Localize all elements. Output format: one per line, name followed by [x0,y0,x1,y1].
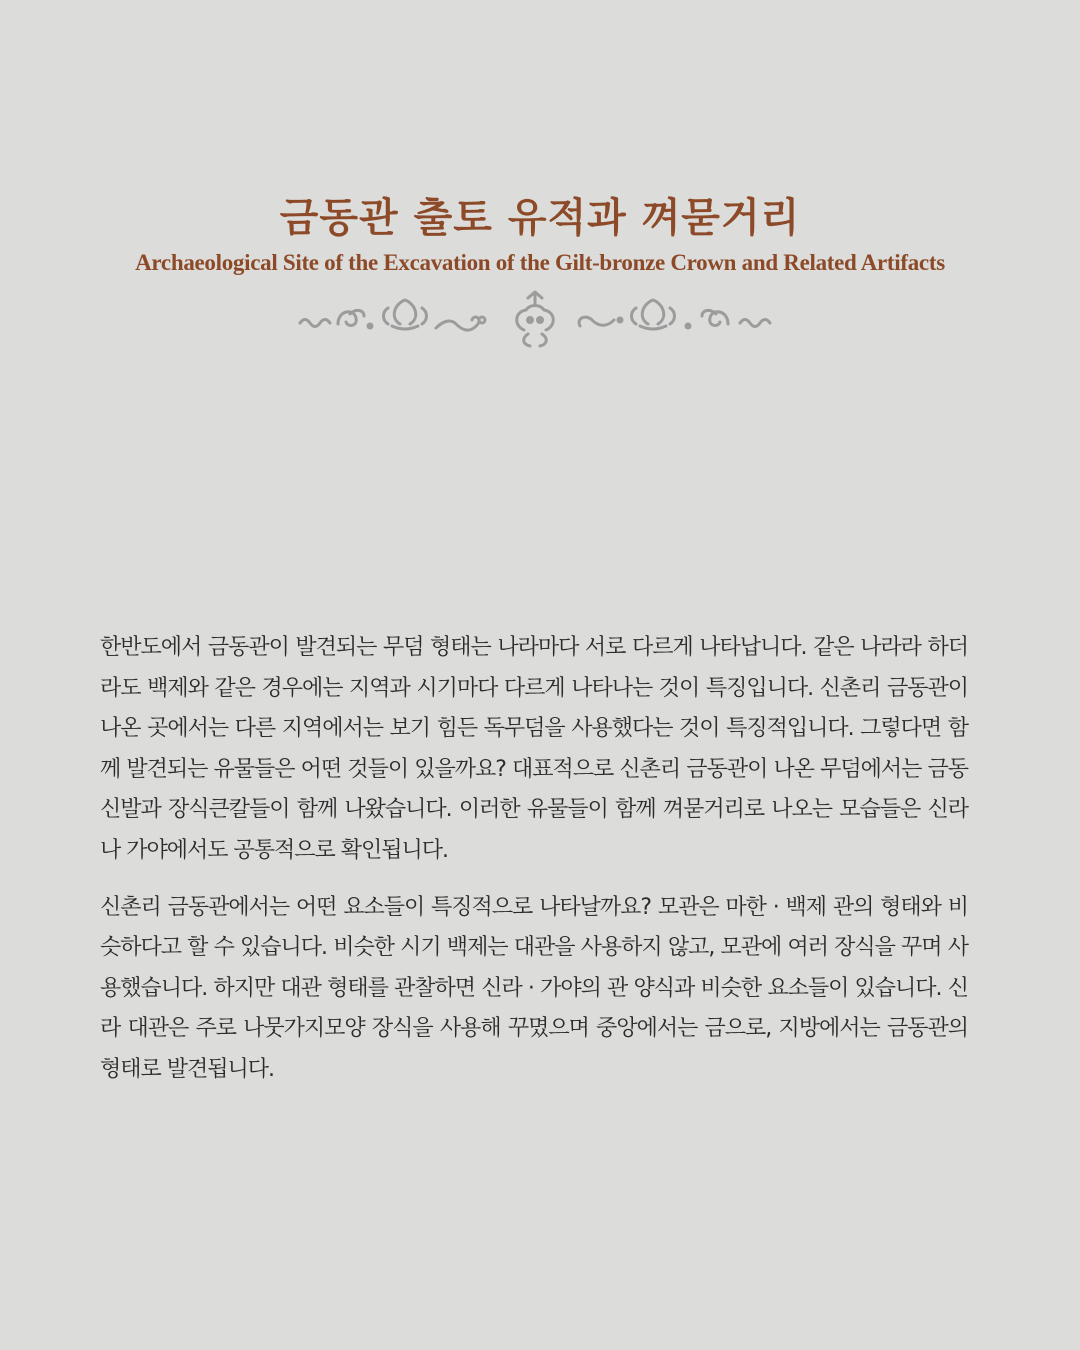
paragraph: 신촌리 금동관에서는 어떤 요소들이 특징적으로 나타날까요? 모관은 마한 · 백제 관의 형태와 비슷하다고 할 수 있습니다. 비슷한 시기 백제는 대관을 사용하지 않고, 모관에 여러 장식을 꾸며 사용했습니다. 하지만 대관 형태를 관찰하면 신라 · 가야의 관 양식과 비슷한 요소들이 있습니다. 신라 대관은 주로 나뭇가지모양 장식을 사용해 꾸몄으며 중앙에서는 금으로, 지방에서는 금동관의 형태로 발견됩니다. [100,894,968,1082]
page-header [0,190,1080,278]
floral-scroll-ornament-icon [290,290,790,350]
page-title: 금동관 출토 유적과 껴묻거리 [279,194,801,241]
paragraph: 한반도에서 금동관이 발견되는 무덤 형태는 나라마다 서로 다르게 나타납니다. 같은 나라라 하더라도 백제와 같은 경우에는 지역과 시기마다 다르게 나타나는 것이 특징입니다. 신촌리 금동관이 나온 곳에서는 다른 지역에서는 보기 힘든 독무덤을 사용했다는 것이 특징적입니다. 그렇다면 함께 발견되는 유물들은 어떤 것들이 있을까요? 대표적으로 신촌리 금동관이 나온 무덤에서는 금동신발과 장식큰칼들이 함께 나왔습니다. 이러한 유물들이 함께 껴묻거리로 나오는 모습들은 신라나 가야에서도 공통적으로 확인됩니다. [100,635,968,863]
page-subtitle: Archaeological Site of the Excavation of the Gilt-bronze Crown and Related Artifacts [135,250,945,275]
body-text [100,628,968,1091]
